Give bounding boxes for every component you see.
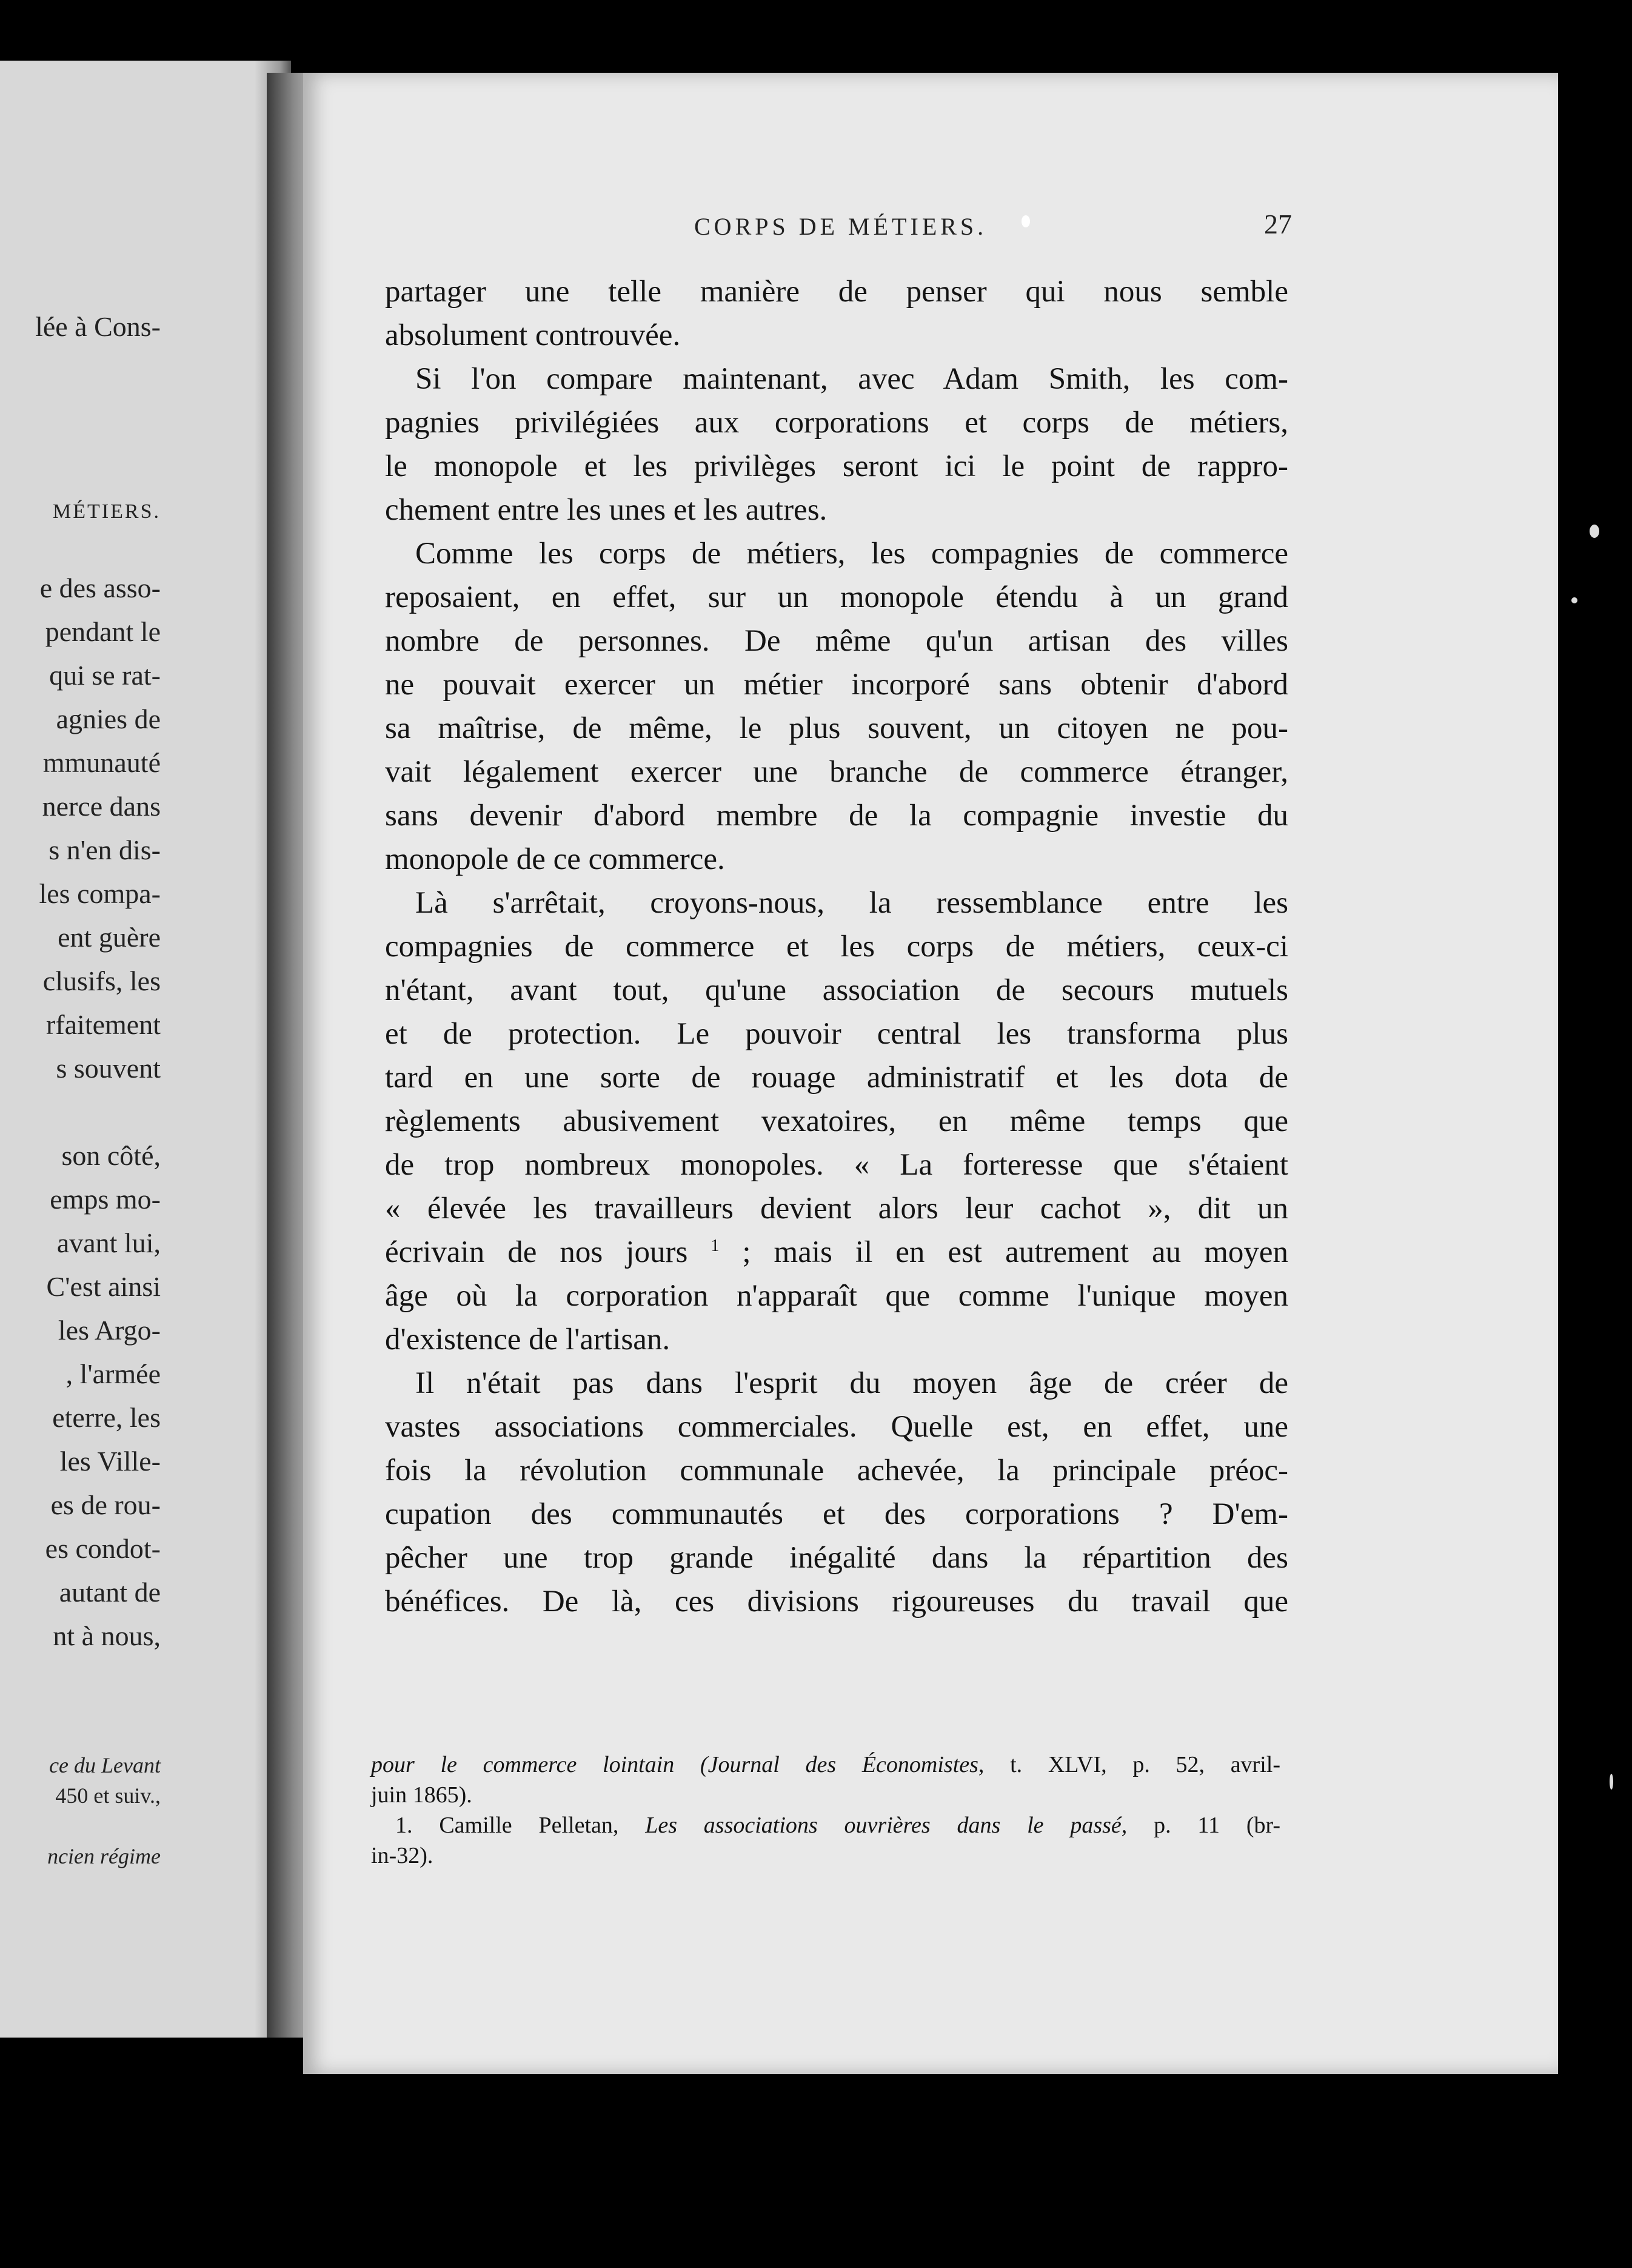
footnote-line: in-32). — [371, 1843, 433, 1868]
left-page-line: avant lui, — [56, 1227, 161, 1258]
text-line: Il n'était pas dans l'esprit du moyen âge de créer de — [415, 1366, 1288, 1400]
footnote-segment: p. 11 (br- — [1154, 1813, 1281, 1838]
left-page-line: s n'en dis- — [48, 834, 161, 865]
left-page-line: , l'armée — [65, 1358, 161, 1389]
left-page-line: nerce dans — [42, 791, 161, 822]
left-page-line: agnies de — [56, 703, 161, 734]
left-page-line: es condot- — [45, 1533, 161, 1564]
text-line: monopole de ce commerce. — [385, 842, 725, 876]
text-line-with-footnote-ref — [385, 1230, 1288, 1274]
dust-speck — [1571, 597, 1577, 603]
left-page-line: rfaitement — [45, 1009, 161, 1040]
left-page-line: lée à Cons- — [35, 311, 161, 342]
text-line: Si l'on compare maintenant, avec Adam Smith, les com- — [415, 362, 1288, 396]
left-page-line: emps mo- — [50, 1184, 161, 1215]
left-page-line: ent guère — [58, 922, 161, 953]
left-page-line: les compa- — [39, 878, 161, 909]
text-segment: ; mais il en est autrement au moyen — [742, 1235, 1289, 1269]
text-line: absolument controuvée. — [385, 318, 681, 352]
text-line: cupation des communautés et des corporations ? D'em- — [385, 1497, 1288, 1531]
text-segment: écrivain de nos jours — [385, 1235, 688, 1269]
text-line: de trop nombreux monopoles. « La forteresse que s'étaient — [385, 1148, 1288, 1182]
text-line: âge où la corporation n'apparaît que comme l'unique moyen — [385, 1279, 1288, 1313]
text-line: reposaient, en effet, sur un monopole étendu à un grand — [385, 580, 1288, 614]
left-page-running-head: MÉTIERS. — [53, 500, 161, 523]
text-line: chement entre les unes et les autres. — [385, 493, 828, 527]
text-line: vait légalement exercer une branche de commerce étranger, — [385, 755, 1288, 789]
text-line: « élevée les travailleurs devient alors leur cachot », dit un — [385, 1192, 1288, 1226]
left-page-line: mmunauté — [42, 747, 161, 778]
dust-speck — [1590, 525, 1599, 538]
dust-speck — [1610, 1774, 1613, 1790]
left-page-line: s souvent — [56, 1053, 161, 1084]
left-page-line: eterre, les — [52, 1402, 161, 1433]
left-page-line: les Argo- — [58, 1315, 161, 1346]
text-line: pagnies privilégiées aux corporations et corps de métiers, — [385, 406, 1288, 440]
text-line: ne pouvait exercer un métier incorporé sans obtenir d'abord — [385, 668, 1288, 702]
footnote-line: juin 1865). — [371, 1782, 472, 1808]
left-page — [0, 61, 291, 2038]
text-line: tard en une sorte de rouage administratif et les dota de — [385, 1061, 1288, 1095]
text-line: compagnies de commerce et les corps de métiers, ceux-ci — [385, 930, 1288, 964]
left-page-line: autant de — [59, 1577, 161, 1608]
text-line: pêcher une trop grande inégalité dans la répartition des — [385, 1541, 1288, 1575]
left-page-line: les Ville- — [59, 1446, 161, 1477]
footnote-ref: 1 — [711, 1236, 720, 1255]
text-line: n'étant, avant tout, qu'une association de secours mutuels — [385, 973, 1288, 1007]
page-number: 27 — [1264, 209, 1292, 240]
text-line: fois la révolution communale achevée, la principale préoc- — [385, 1454, 1288, 1488]
body-text — [385, 270, 1288, 1623]
left-page-line: es de rou- — [50, 1489, 161, 1520]
dust-speck — [1022, 215, 1030, 227]
footnote-line — [371, 1750, 1280, 1780]
text-line: bénéfices. De là, ces divisions rigoureuses du travail que — [385, 1585, 1288, 1619]
text-line: le monopole et les privilèges seront ici le point de rappro- — [385, 449, 1288, 483]
left-page-line: clusifs, les — [42, 965, 161, 996]
footnote-book-title: Les associations ouvrières dans le passé, — [645, 1813, 1128, 1838]
footnote-segment: pour le commerce lointain ( — [371, 1752, 708, 1777]
left-page-footnote: ce du Levant — [49, 1753, 161, 1777]
left-page-line: e des asso- — [39, 572, 161, 603]
left-page-line: pendant le — [45, 616, 161, 647]
text-line: d'existence de l'artisan. — [385, 1323, 671, 1357]
text-line: partager une telle manière de penser qui nous semble — [385, 275, 1288, 309]
left-page-line: qui se rat- — [49, 660, 161, 691]
text-line: Là s'arrêtait, croyons-nous, la ressemblance entre les — [415, 886, 1288, 920]
footnote-line — [371, 1810, 1280, 1840]
left-page-line: son côté, — [61, 1140, 161, 1171]
footnote-author: Camille Pelletan, — [439, 1813, 619, 1838]
text-line: et de protection. Le pouvoir central les transforma plus — [385, 1017, 1288, 1051]
text-line: nombre de personnes. De même qu'un artisan des villes — [385, 624, 1288, 658]
left-page-footnote: ncien régime — [47, 1844, 161, 1868]
footnotes — [371, 1750, 1280, 1871]
footnote-number: 1. — [395, 1813, 413, 1838]
text-line: règlements abusivement vexatoires, en même temps que — [385, 1104, 1288, 1138]
footnote-segment: , t. XLVI, p. 52, avril- — [978, 1752, 1280, 1777]
running-head: CORPS DE MÉTIERS. — [694, 213, 988, 240]
left-page-footnote: 450 et suiv., — [55, 1783, 161, 1808]
text-line: sa maîtrise, de même, le plus souvent, un citoyen ne pou- — [385, 711, 1288, 745]
footnote-journal-title: Journal des Économistes — [707, 1752, 978, 1777]
left-page-line: C'est ainsi — [46, 1271, 161, 1302]
text-line: Comme les corps de métiers, les compagnies de commerce — [415, 537, 1288, 571]
left-page-line: nt à nous, — [53, 1620, 161, 1651]
text-line: sans devenir d'abord membre de la compagnie investie du — [385, 799, 1288, 833]
text-line: vastes associations commerciales. Quelle est, en effet, une — [385, 1410, 1288, 1444]
